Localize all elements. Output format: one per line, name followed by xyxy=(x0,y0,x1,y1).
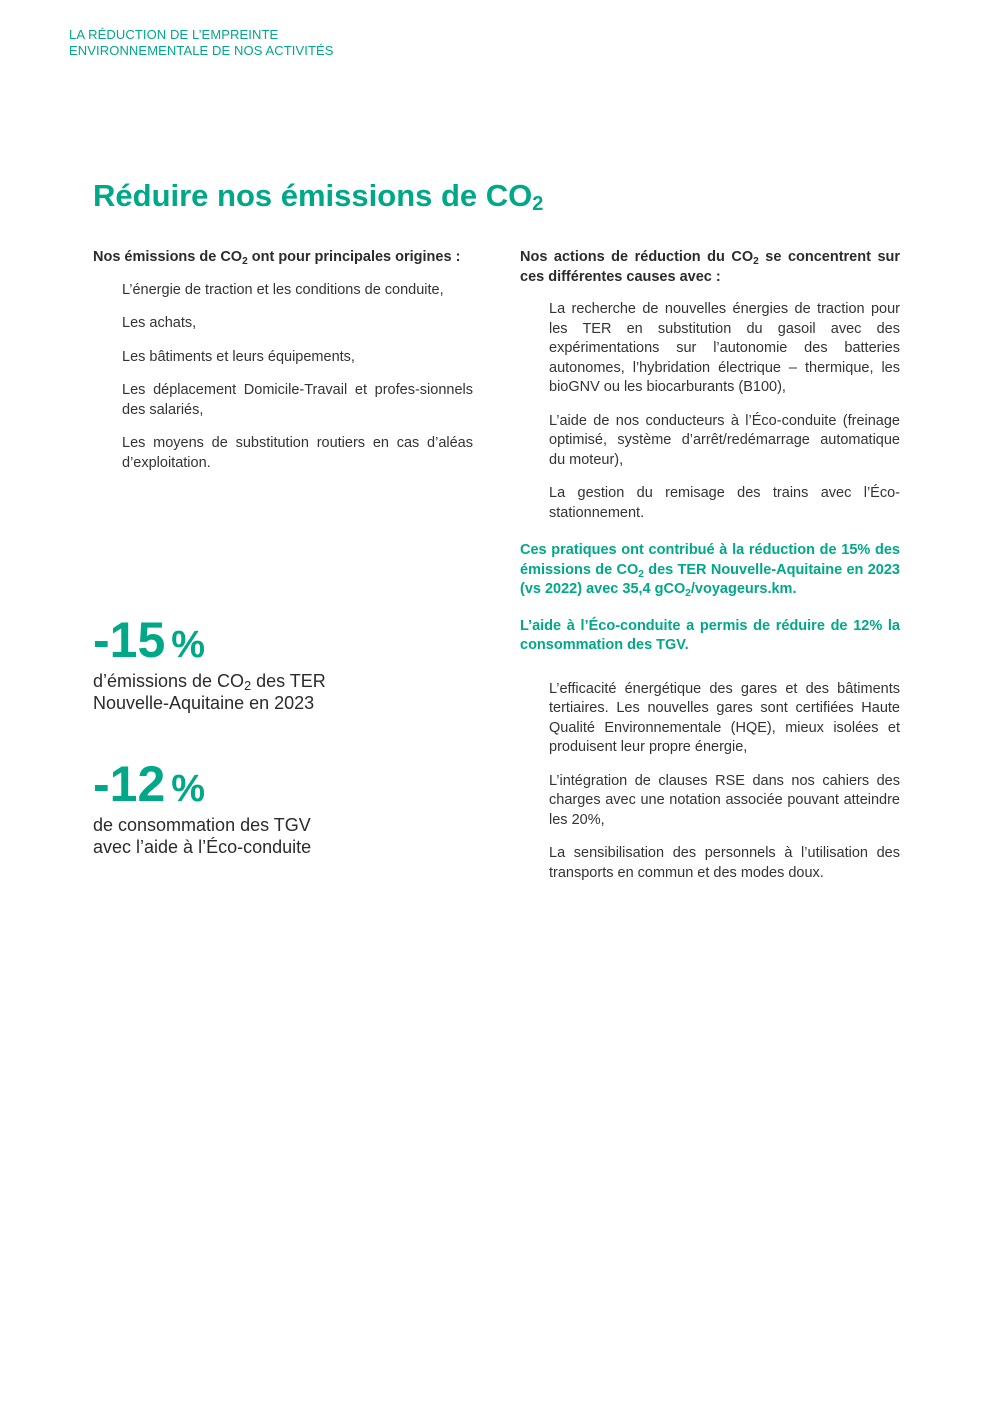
list-item: L’intégration de clauses RSE dans nos cahiers des charges avec une notation associée pouvant atteindre les 20%, xyxy=(549,772,900,828)
highlight1-sub2: 2 xyxy=(685,588,691,599)
section-header xyxy=(69,27,334,59)
list-item: La recherche de nouvelles énergies de traction pour les TER en substitution du gasoil avec des expérimentations sur l’autonomie des batteries autonomes, l’hybridation électrique – thermique, les bioGNV ou les biocarburants (B100), xyxy=(549,301,900,395)
list-item: Les bâtiments et leurs équipements, xyxy=(122,348,355,365)
highlight1-b: des TER Nouvelle-Aquitaine en 2023 (vs 2022) avec 35,4 gCO xyxy=(520,561,900,597)
stat-desc-line2: avec l’aide à l’Éco-conduite xyxy=(93,837,312,857)
right-intro-sub: 2 xyxy=(753,256,759,267)
additional-actions-list xyxy=(520,680,900,884)
list-item: L’aide de nos conducteurs à l’Éco-conduite (freinage optimisé, système d’arrêt/redémarrage automatique du moteur), xyxy=(549,412,900,468)
list-item: Les déplacement Domicile-Travail et profes-sionnels des salariés, xyxy=(122,382,473,418)
list-item: L’efficacité énergétique des gares et des bâtiments tertiaires. Les nouvelles gares sont certifiées Haute Qualité Environnementale (HQE), mieux isolées et produisent leur propre énergie, xyxy=(549,680,900,755)
stat-desc-a: d’émissions de CO xyxy=(93,671,245,691)
list-item: Les moyens de substitution routiers en cas d’aléas d’exploitation. xyxy=(122,435,473,471)
right-intro xyxy=(520,248,900,287)
stat-ter-co2 xyxy=(93,612,326,714)
stat-description xyxy=(93,670,326,714)
page-title-text: Réduire nos émissions de CO xyxy=(93,178,533,213)
list-item: La sensibilisation des personnels à l’utilisation des transports en commun et des modes doux. xyxy=(549,845,900,881)
stat-tgv-consumption xyxy=(93,756,311,858)
stat-desc-sub: 2 xyxy=(244,679,252,693)
right-column xyxy=(520,248,900,897)
list-item: Les achats, xyxy=(122,315,197,331)
highlight-tgv-reduction: L’aide à l’Éco-conduite a permis de réduire de 12% la consommation des TGV. xyxy=(520,617,900,653)
left-intro-b: ont pour principales origines : xyxy=(247,249,461,265)
stat-value: -15 xyxy=(93,612,166,668)
highlight1-sub1: 2 xyxy=(638,568,644,580)
section-header-line2: ENVIRONNEMENTALE DE NOS ACTIVITÉS xyxy=(69,43,334,58)
stat-value: -12 xyxy=(93,756,166,812)
left-intro-a: Nos émissions de CO xyxy=(93,249,243,265)
stat-desc-b: des TER xyxy=(251,671,326,691)
left-intro-sub: 2 xyxy=(242,256,248,267)
left-intro xyxy=(93,248,473,268)
highlight1-a: Ces pratiques ont contribué à la réduction de 15% des émissions de CO xyxy=(520,542,900,578)
right-intro-b: se concentrent sur ces différentes causes avec : xyxy=(520,249,901,285)
reduction-actions-list xyxy=(520,300,900,523)
stat-unit: % xyxy=(171,768,206,810)
page-title xyxy=(93,176,543,216)
right-intro-a: Nos actions de réduction du CO xyxy=(520,249,754,265)
list-item: La gestion du remisage des trains avec l’Éco-stationnement. xyxy=(549,485,900,521)
highlight-ter-reduction xyxy=(520,541,900,600)
left-column xyxy=(93,248,473,487)
stat-unit: % xyxy=(171,624,206,666)
stat-desc-line1: de consommation des TGV xyxy=(93,815,311,835)
page-title-subscript: 2 xyxy=(532,193,544,215)
emission-origins-list xyxy=(93,281,473,474)
highlight1-c: /voyageurs.km. xyxy=(690,581,797,597)
stat-description xyxy=(93,814,311,858)
section-header-line1: LA RÉDUCTION DE L’EMPREINTE xyxy=(69,27,279,42)
list-item: L’énergie de traction et les conditions de conduite, xyxy=(122,281,444,298)
stat-desc-line2: Nouvelle-Aquitaine en 2023 xyxy=(93,693,315,713)
